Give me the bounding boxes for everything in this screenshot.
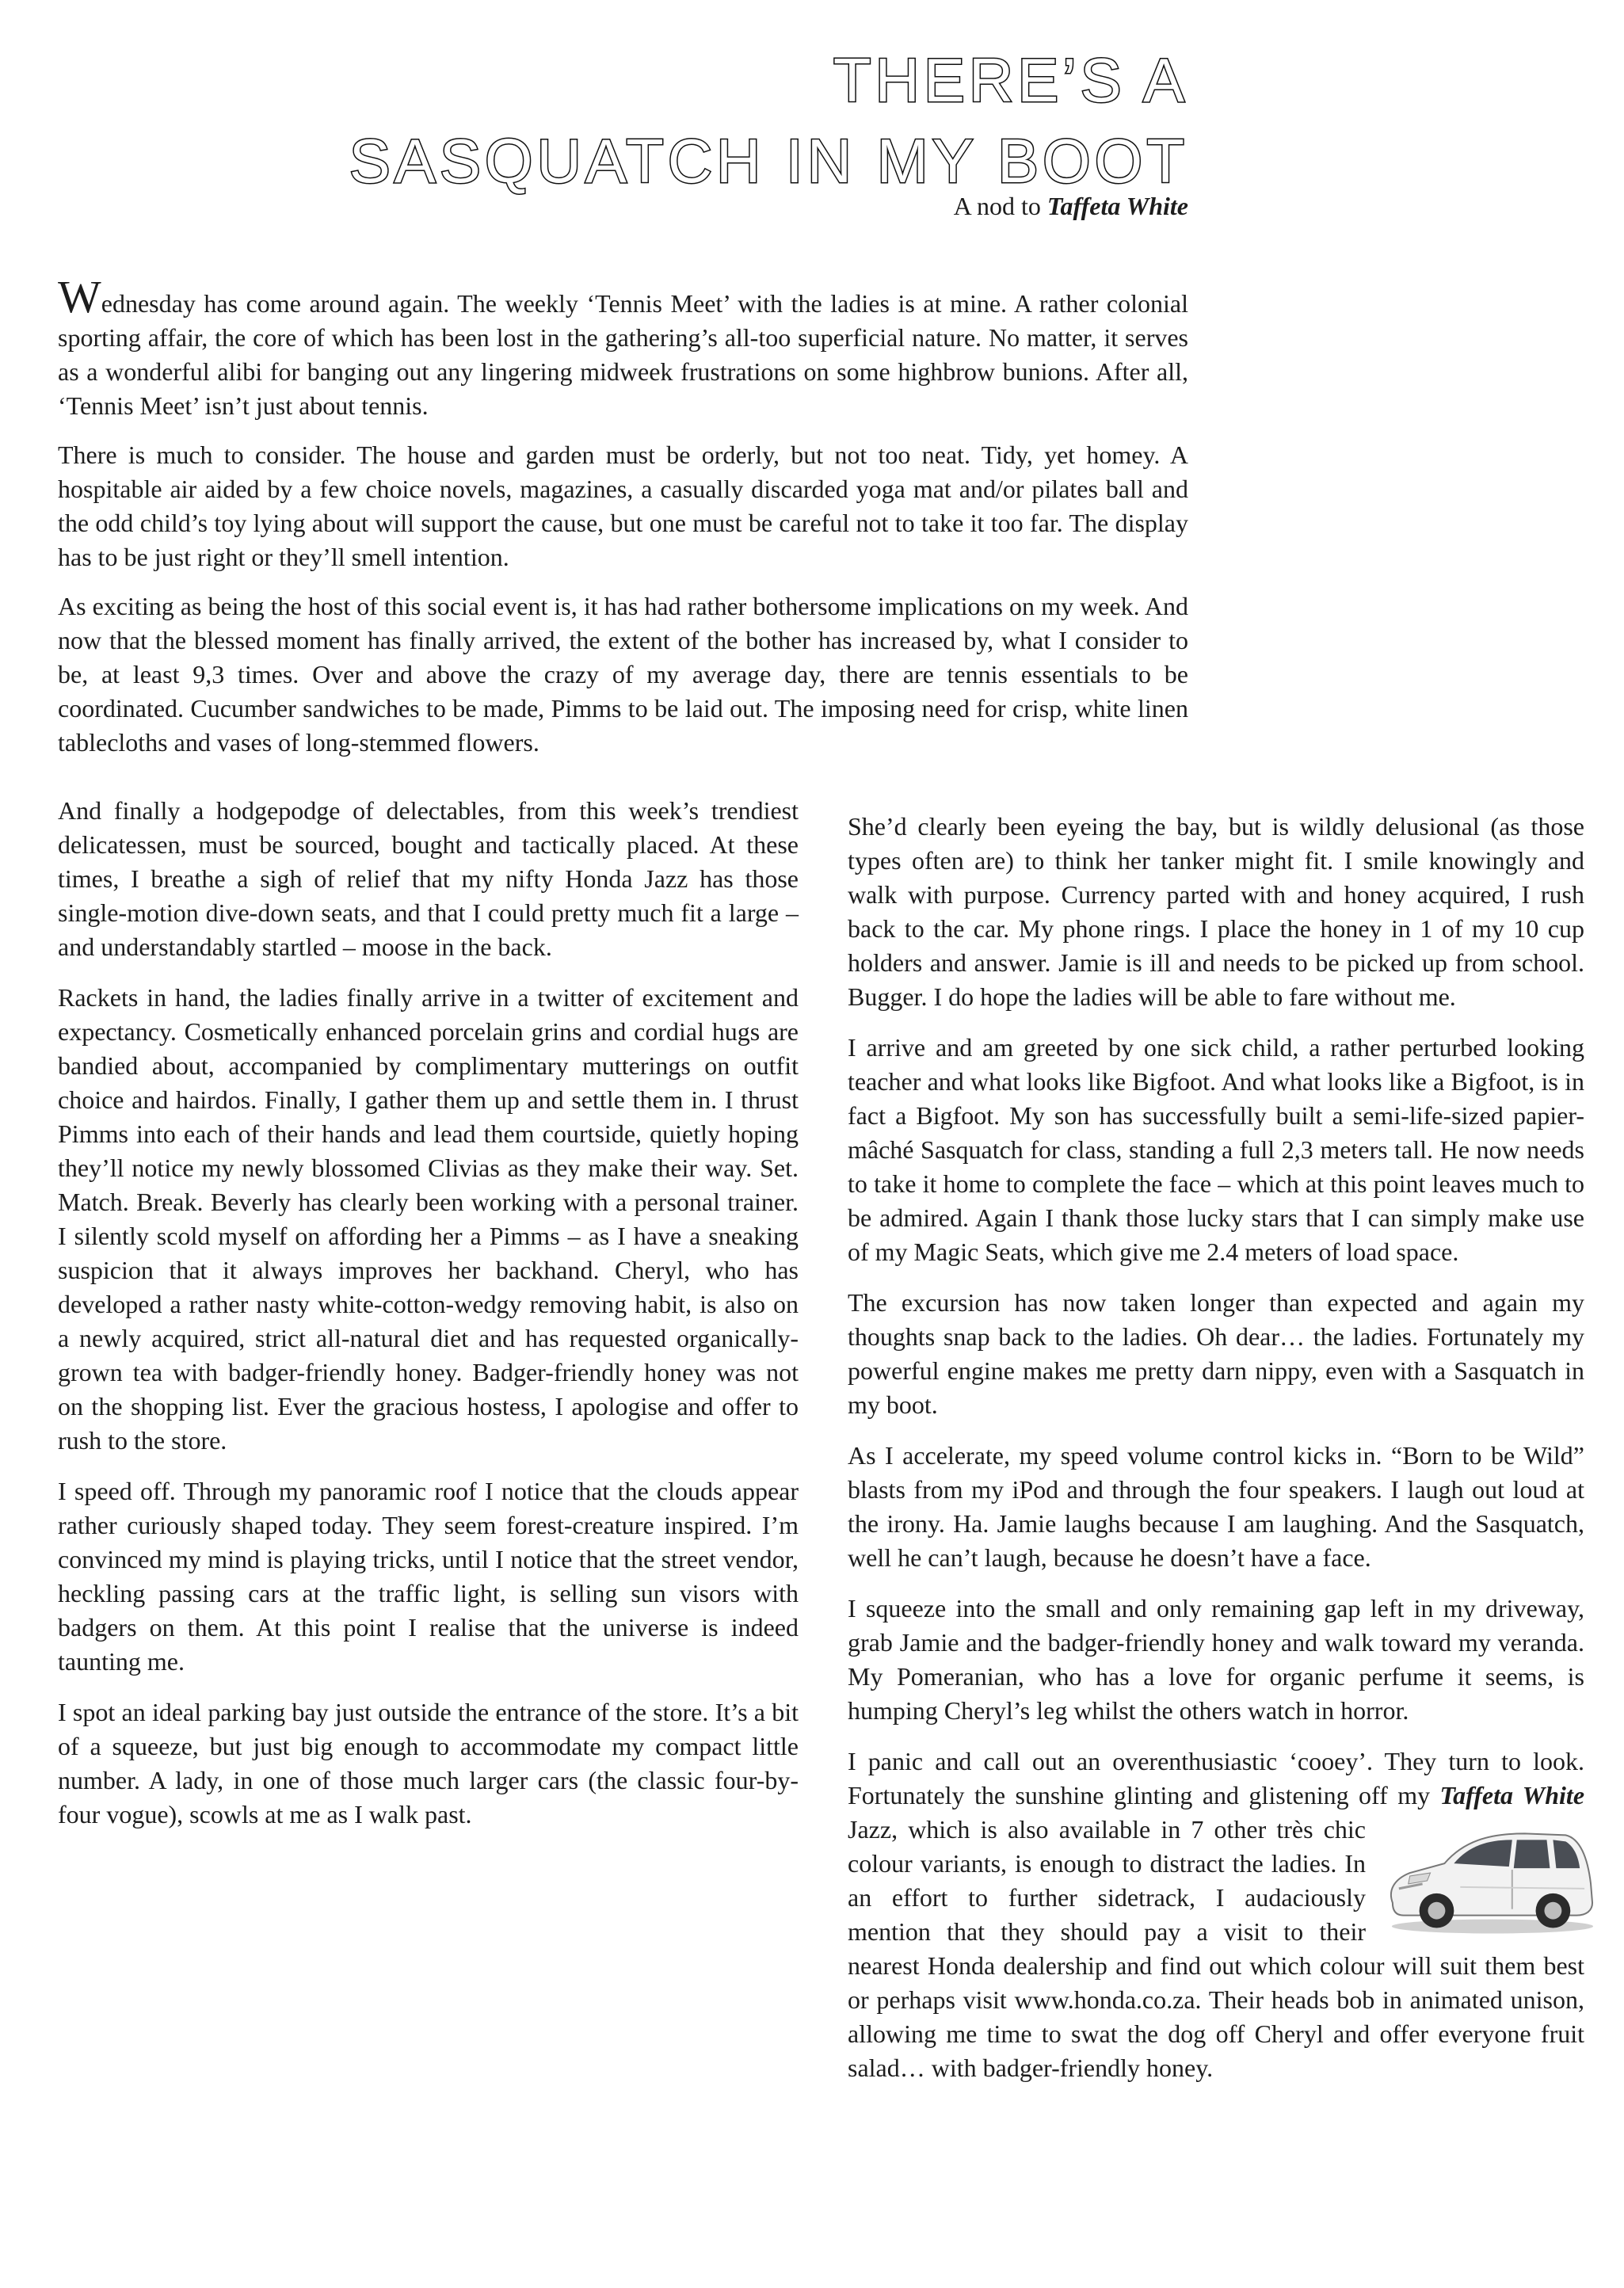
intro-paragraph-2: There is much to consider. The house and garden must be orderly, but not too neat. Tidy, yet homey. A hospitable air aided by a few choice novels, magazines, a casually discarded yoga mat and/or pilates ball and the odd child’s toy lying about will support the cause, but one must be careful not to take it too far. The display has to be just right or they’ll smell intention. bbox=[58, 440, 1188, 571]
left-paragraph-1: And finally a hodgepodge of delectables, from this week’s trendiest delicatessen, must be sourced, bought and tactically placed. At these times, I breathe a sigh of relief that my nifty Honda Jazz has those single-motion dive-down seats, and that I could pretty much fit a large – and understandably startled – moose in the back. bbox=[58, 796, 799, 961]
right-paragraph-3: The excursion has now taken longer than expected and again my thoughts snap back to the ladies. Oh dear… the ladies. Fortunately my powerful engine makes me pretty darn nippy, even with a Sasquatch in my boot. bbox=[848, 1288, 1584, 1419]
car-icon bbox=[1378, 1817, 1599, 1936]
left-paragraph-2: Rackets in hand, the ladies finally arrive in a twitter of excitement and expectancy. Cosmetically enhanced porcelain grins and cordial hugs are bandied about, accompanied by complimentary mutterings on outfit choice and hairdos. Finally, I gather them up and settle them in. I thrust Pimms into each of their hands and lead them courtside, quietly hoping they’ll notice my newly blossomed Clivias as they make their way. Set. Match. Break. Beverly has clearly been working with a personal trainer. I silently scold myself on affording her a Pimms – as I have a sneaking suspicion that it always improves her backhand. Cheryl, who has developed a rather nasty white-cotton-wedgy removing habit, is also on a newly acquired, strict all-natural diet and has requested organically-grown tea with badger-friendly honey. Badger-friendly honey was not on the shopping list. Ever the gracious hostess, I apologise and offer to rush to the store. bbox=[58, 983, 799, 1455]
right-paragraph-1: She’d clearly been eyeing the bay, but is wildly delusional (as those types often are) to think her tanker might fit. I smile knowingly and walk with purpose. Currency parted with and honey acquired, I rush back to the car. My phone rings. I place the honey in 1 of my 10 cup holders and answer. Jamie is ill and needs to be picked up from school. Bugger. I do hope the ladies will be able to fare without me. bbox=[848, 812, 1584, 1011]
right-paragraph-4: As I accelerate, my speed volume control kicks in. “Born to be Wild” blasts from my iPod and through the four speakers. I laugh out loud at the irony. Ha. Jamie laughs because I am laughing. And the Sasquatch, well he can’t laugh, because he doesn’t have a face. bbox=[848, 1441, 1584, 1572]
article-title bbox=[349, 40, 1188, 201]
right-paragraph-2: I arrive and am greeted by one sick child, a rather perturbed looking teacher and what looks like Bigfoot. And what looks like a Bigfoot, is in fact a Bigfoot. My son has successfully built a semi-life-sized papier-mâché Sasquatch for class, standing a full 2,3 meters tall. He now needs to take it home to complete the face – which at this point leaves much to be admired. Again I thank those lucky stars that I can simply make use of my Magic Seats, which give me 2.4 meters of load space. bbox=[848, 1033, 1584, 1266]
right-column bbox=[848, 810, 1584, 2085]
left-paragraph-4: I spot an ideal parking bay just outside the entrance of the store. It’s a bit of a squeeze, but just big enough to accommodate my compact little number. A lady, in one of those much larger cars (the classic four-by-four vogue), scowls at me as I walk past. bbox=[58, 1698, 799, 1828]
intro-paragraph-3: As exciting as being the host of this social event is, it has had rather bothersome implications on my week. And now that the blessed moment has finally arrived, the extent of the bother has increased by, what I consider to be, at least 9,3 times. Over and above the crazy of my average day, there are tennis essentials to be coordinated. Cucumber sandwiches to be made, Pimms to be laid out. The imposing need for crisp, white linen tablecloths and vases of long-stemmed flowers. bbox=[58, 592, 1188, 757]
brand-name: Taffeta White bbox=[1439, 1781, 1585, 1809]
article-subtitle bbox=[954, 190, 1188, 222]
subtitle-emphasis: Taffeta White bbox=[1046, 192, 1188, 220]
left-column bbox=[58, 794, 799, 1832]
subtitle-prefix: A nod to bbox=[953, 192, 1041, 220]
right-paragraph-6-start: I panic and call out an overenthusiastic ‘cooey’. They turn to look. Fortunately the sunshine glinting and glistening off my bbox=[848, 1747, 1584, 1809]
intro-paragraph-1-text: ednesday has come around again. The weekly ‘Tennis Meet’ with the ladies is at mine. A rather colonial sporting affair, the core of which has been lost in the gathering’s all-too superficial nature. No matter, it serves as a wonderful alibi for banging out any lingering midweek frustrations on some highbrow bunions. After all, ‘Tennis Meet’ isn’t just about tennis. bbox=[58, 289, 1188, 420]
intro-section bbox=[58, 271, 1188, 760]
title-line-1: THERE’S A bbox=[833, 45, 1188, 115]
right-paragraph-6 bbox=[848, 1745, 1584, 2085]
right-paragraph-5: I squeeze into the small and only remaining gap left in my driveway, grab Jamie and the badger-friendly honey and walk toward my veranda. My Pomeranian, who has a love for organic perfume it seems, is humping Cheryl’s leg whilst the others watch in horror. bbox=[848, 1594, 1584, 1725]
right-paragraph-6-end: Jazz, which is also available in 7 other très chic colour variants, is enough to distract the ladies. In an effort to further sidetrack, I audaciously mention that they should pay a visit to their nearest Honda dealership and find out which colour will suit them best or perhaps visit www.honda.co.za. Their heads bob in animated unison, allowing me time to swat the dog off Cheryl and offer everyone fruit salad… with badger-friendly honey. bbox=[848, 1815, 1584, 2082]
left-paragraph-3: I speed off. Through my panoramic roof I notice that the clouds appear rather curiously shaped today. They seem forest-creature inspired. I’m convinced my mind is playing tricks, until I notice that the street vendor, heckling passing cars at the traffic light, is selling sun visors with badgers on them. At this point I realise that the universe is indeed taunting me. bbox=[58, 1477, 799, 1676]
intro-paragraph-1 bbox=[58, 271, 1188, 423]
drop-cap: W bbox=[58, 271, 101, 322]
title-line-2: SASQUATCH IN MY BOOT bbox=[349, 126, 1188, 196]
